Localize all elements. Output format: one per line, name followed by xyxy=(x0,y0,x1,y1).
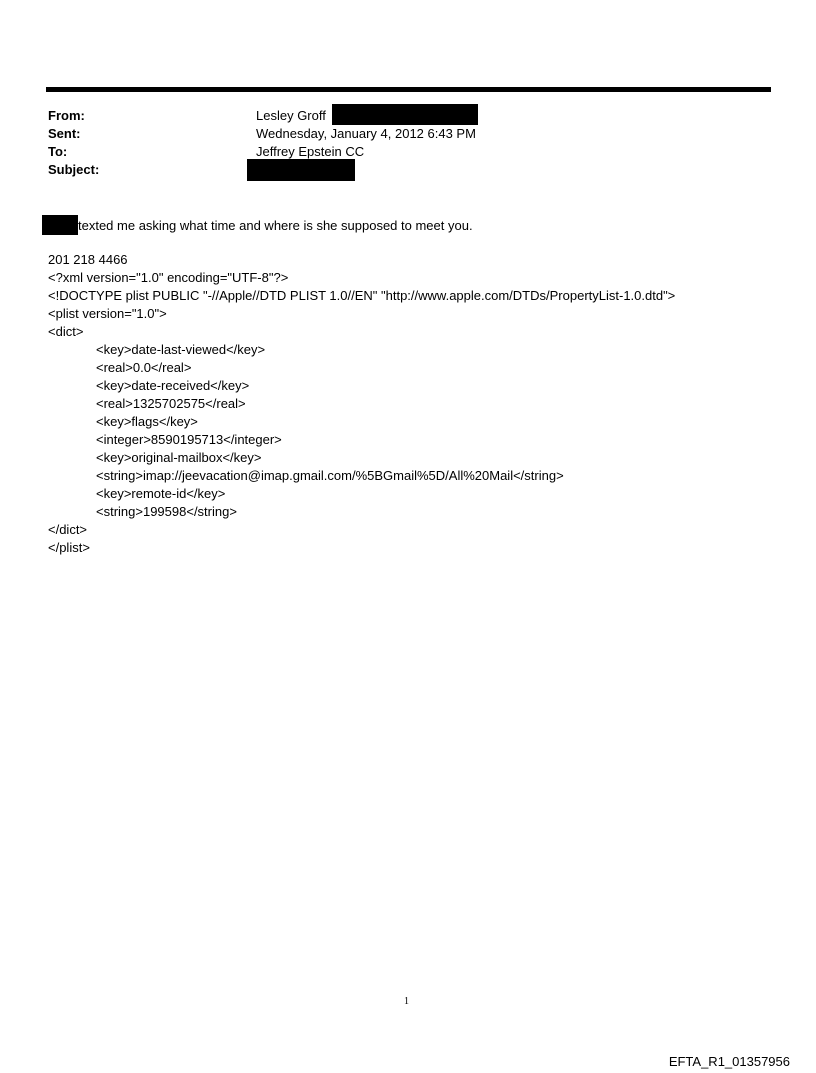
header-rule xyxy=(46,87,771,92)
to-label: To: xyxy=(48,144,68,159)
plist-block xyxy=(48,251,675,557)
code-line: <plist version="1.0"> xyxy=(48,306,167,321)
code-line: <?xml version="1.0" encoding="UTF-8"?> xyxy=(48,270,289,285)
sent-label: Sent: xyxy=(48,126,81,141)
code-line: <integer>8590195713</integer> xyxy=(96,432,282,447)
code-line: <string>imap://jeevacation@imap.gmail.com/%5BGmail%5D/All%20Mail</string> xyxy=(96,468,564,483)
code-line: <key>remote-id</key> xyxy=(96,486,226,501)
from-row xyxy=(48,107,768,125)
redaction-box xyxy=(42,215,78,235)
bates-number: EFTA_R1_01357956 xyxy=(668,1054,790,1069)
code-line: <key>date-last-viewed</key> xyxy=(96,342,266,357)
from-value: Lesley Groff xyxy=(256,108,326,123)
code-line: 201 218 4466 xyxy=(48,252,128,267)
code-line: </dict> xyxy=(48,522,88,537)
sent-row xyxy=(48,125,768,143)
code-line: <key>flags</key> xyxy=(96,414,198,429)
message-line xyxy=(42,215,473,235)
redaction-box xyxy=(332,104,478,125)
code-line: <dict> xyxy=(48,324,84,339)
to-row xyxy=(48,143,768,161)
email-header xyxy=(48,107,768,179)
code-line: <key>original-mailbox</key> xyxy=(96,450,262,465)
subject-label: Subject: xyxy=(48,162,100,177)
from-label: From: xyxy=(48,108,85,123)
code-line: <string>199598</string> xyxy=(96,504,237,519)
page-number: 1 xyxy=(404,996,409,1007)
redaction-box xyxy=(247,159,355,181)
code-line: <real>0.0</real> xyxy=(96,360,192,375)
subject-row xyxy=(48,161,768,179)
code-line: </plist> xyxy=(48,540,90,555)
message-text: texted me asking what time and where is she supposed to meet you. xyxy=(78,218,473,233)
code-line: <key>date-received</key> xyxy=(96,378,250,393)
to-value: Jeffrey Epstein CC xyxy=(256,144,365,159)
sent-value: Wednesday, January 4, 2012 6:43 PM xyxy=(256,126,476,141)
code-line: <real>1325702575</real> xyxy=(96,396,246,411)
code-line: <!DOCTYPE plist PUBLIC "-//Apple//DTD PLIST 1.0//EN" "http://www.apple.com/DTDs/PropertyList-1.0.dtd"> xyxy=(48,288,676,303)
